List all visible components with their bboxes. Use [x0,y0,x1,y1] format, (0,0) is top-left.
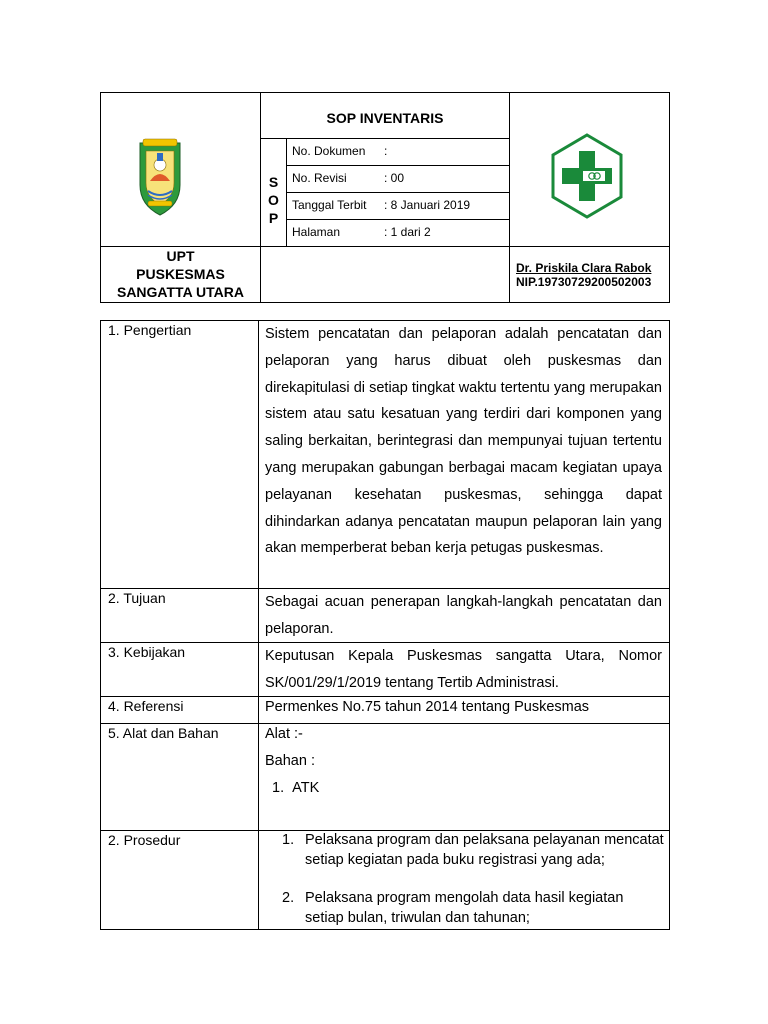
section-text-pengertian: Sistem pencatatan dan pelaporan adalah pencatatan dan pelaporan yang harus dibuat oleh puskesmas dan direkapitulasi di setiap tingkat waktu tertentu yang merupakan sistem atau satu kesatuan yang terdiri dari komponen yang saling berkaitan, berintegrasi dan mempunyai tujuan tertentu yang merupakan gabungan berbagai macam kegiatan upaya pelayanan kesehatan puskesmas, sehingga dapat dihindarkan adanya pencatatan maupun pelaporan lain yang akan memperberat beban kerja petugas puskesmas. [265,326,662,557]
section-label-referensi: 4. Referensi [108,698,184,714]
sop-letter-s: S [268,174,279,190]
meta-label-no-revisi: No. Revisi [292,171,347,185]
meta-label-tanggal-terbit: Tanggal Terbit [292,198,367,212]
signer-nip: NIP.19730729200502003 [516,275,652,289]
section-text-kebijakan: Keputusan Kepala Puskesmas sangatta Utara, Nomor SK/001/29/1/2019 tentang Tertib Administrasi. [265,648,662,691]
section-label-pengertian: 1. Pengertian [108,322,192,338]
meta-value-tanggal-terbit: : 8 Januari 2019 [384,198,471,212]
meta-value-no-revisi: : 00 [384,171,405,185]
meta-value-halaman: : 1 dari 2 [384,225,431,239]
bahan-text: Bahan : [265,753,315,769]
regional-emblem-logo [138,137,182,217]
org-line-sangatta-utara: SANGATTA UTARA [116,284,245,300]
meta-value-no-dokumen: : [384,144,388,158]
alat-text: Alat :- [265,726,303,742]
prosedur-step-number: 1. [282,832,295,848]
section-text-referensi: Permenkes No.75 tahun 2014 tentang Puskesmas [265,699,590,715]
org-line-upt: UPT [166,248,195,264]
section-label-kebijakan: 3. Kebijakan [108,644,186,660]
meta-label-halaman: Halaman [292,225,341,239]
sop-letter-p: P [268,210,279,226]
signer-name: Dr. Priskila Clara Rabok [516,261,652,275]
section-label-prosedur: 2. Prosedur [108,832,181,848]
section-label-tujuan: 2. Tujuan [108,590,166,606]
prosedur-step-text: Pelaksana program mengolah data hasil kegiatan setiap bulan, triwulan dan tahunan; [305,890,624,926]
prosedur-step-number: 2. [282,890,295,906]
section-text-tujuan: Sebagai acuan penerapan langkah-langkah pencatatan dan pelaporan. [265,594,662,637]
page-title: SOP INVENTARIS [326,110,444,126]
org-line-puskesmas: PUSKESMAS [136,266,225,282]
bahan-item-atk: 1. ATK [272,780,320,796]
prosedur-step-text: Pelaksana program dan pelaksana pelayanan mencatat setiap kegiatan pada buku registrasi yang ada; [305,832,664,868]
section-label-alat-bahan: 5. Alat dan Bahan [108,725,219,741]
meta-label-no-dokumen: No. Dokumen [292,144,366,158]
sop-letter-o: O [268,192,279,208]
puskesmas-logo [551,133,623,219]
